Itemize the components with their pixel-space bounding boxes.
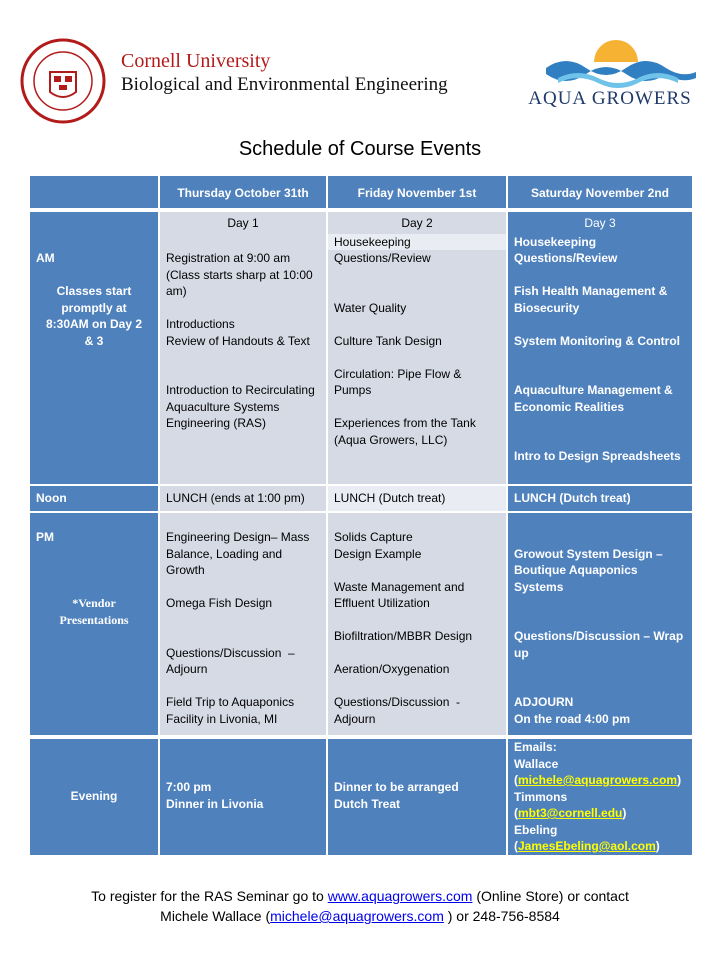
am-day1-line: Review of Handouts & Text [166, 333, 310, 348]
pm-day3-line [514, 678, 686, 695]
contact-email-link[interactable]: michele@aquagrowers.com [270, 908, 444, 924]
header-saturday: Saturday November 2nd [508, 176, 692, 208]
am-day1-cell [160, 234, 326, 484]
contacts-cell: Emails: Wallace (michele@aquagrowers.com) Timmons (mbt3@cornell.edu) Ebeling (JamesEbeling@aol.com) [508, 739, 692, 855]
footer-line-2 [0, 906, 720, 926]
pm-day1-line: Omega Fish Design [166, 596, 273, 610]
pm-day3-line [514, 612, 686, 629]
pm-day3-line: ADJOURN [514, 695, 574, 709]
am-day3-line: Aquaculture Management & Economic Realities [514, 383, 677, 414]
am-day2-line [334, 316, 500, 333]
housekeeping-day2: Housekeeping [328, 234, 506, 250]
footer-register-text: To register for the RAS Seminar go to [91, 888, 328, 904]
pm-day1-line: Engineering Design– Mass Balance, Loading and Growth [166, 530, 313, 577]
noon-label: Noon [30, 486, 158, 511]
pm-day2-line [334, 562, 500, 579]
pm-day3-line [514, 529, 686, 546]
am-day2-line: Experiences from the Tank (Aqua Growers, LLC) [334, 416, 480, 447]
am-day2-line [334, 349, 500, 366]
am-day1-line [166, 300, 320, 317]
aquagrowers-site-link[interactable]: www.aquagrowers.com [327, 888, 473, 904]
pm-day3-cell [508, 513, 692, 735]
housekeeping-day3: Housekeeping [508, 234, 692, 250]
pm-day1-cell [160, 513, 326, 735]
am-label-cell [30, 234, 158, 484]
am-day2-line: Water Quality [334, 300, 407, 315]
am-day2-line [334, 267, 500, 284]
am-day2-cell [328, 250, 506, 484]
contact-name: Ebeling [514, 822, 558, 837]
am-day1-line [166, 366, 320, 383]
am-day2-line: Circulation: Pipe Flow & Pumps [334, 366, 465, 397]
cornell-name: Cornell University [121, 50, 271, 72]
pm-day2-line: Solids Capture [334, 530, 413, 544]
contact-email-link[interactable]: JamesEbeling@aol.com [518, 839, 656, 853]
pm-day3-line [514, 661, 686, 678]
header-thursday: Thursday October 31th [160, 176, 326, 208]
am-day3-line [514, 316, 686, 333]
header [0, 0, 720, 130]
am-day1-line: Introduction to Recirculating Aquaculture Systems Engineering (RAS) [166, 383, 318, 430]
evening-day1-line: 7:00 pm [166, 780, 212, 794]
pm-day2-line: Biofiltration/MBBR Design [334, 629, 473, 643]
evening-day1-line: Dinner in Livonia [166, 796, 264, 811]
contact-name: Timmons [514, 789, 568, 804]
pm-label: PM [36, 530, 54, 544]
contact-name: Wallace [514, 756, 559, 771]
pm-day2-line [334, 678, 500, 695]
cornell-seal-icon [20, 38, 106, 124]
pm-label-cell [30, 513, 158, 735]
pm-day1-line [166, 579, 320, 596]
evening-label: Evening [30, 739, 158, 855]
evening-day2-line: Dinner to be arranged [334, 780, 459, 794]
am-day3-line [514, 349, 686, 366]
am-day3-line [514, 415, 686, 432]
pm-day3-line: Questions/Discussion – Wrap up [514, 629, 687, 660]
footer-online-store-text: (Online Store) or contact [472, 888, 629, 904]
footer-line-1 [0, 886, 720, 906]
pm-day3-line: On the road 4:00 pm [514, 711, 631, 726]
pm-day2-line: Questions/Discussion - Adjourn [334, 695, 463, 726]
footer-phone-text: ) or 248-756-8584 [443, 908, 560, 924]
pm-day3-line: Growout System Design – Boutique Aquaponics Systems [514, 546, 667, 594]
evening-day2-cell [328, 739, 506, 855]
am-day2-line [334, 283, 500, 300]
pm-day2-line: Design Example [334, 546, 422, 561]
pm-day2-line: Waste Management and Effluent Utilization [334, 579, 468, 610]
noon-day1: LUNCH (ends at 1:00 pm) [160, 486, 326, 511]
contact-email-link[interactable]: mbt3@cornell.edu [518, 806, 623, 820]
footer-contact-text: Michele Wallace ( [160, 908, 271, 924]
noon-day3: LUNCH (Dutch treat) [508, 486, 692, 511]
am-note: Classes start promptly at 8:30AM on Day 2 & 3 [45, 284, 146, 348]
am-label: AM [36, 251, 55, 265]
am-day3-line: System Monitoring & Control [514, 333, 680, 348]
pm-day2-cell [328, 513, 506, 735]
pm-day2-line: Aeration/Oxygenation [334, 662, 450, 676]
evening-day2-line: Dutch Treat [334, 796, 401, 811]
am-day3-line [514, 267, 686, 284]
footer [0, 886, 720, 926]
aqua-growers-name: AQUA GROWERS [528, 88, 692, 109]
day-3-label: Day 3 [508, 212, 692, 234]
emails-label: Emails: [514, 740, 557, 754]
am-day2-line [334, 399, 500, 416]
cornell-wordmark [121, 50, 448, 96]
am-day1-line [166, 349, 320, 366]
pm-day1-line [166, 678, 320, 695]
pm-day2-line [334, 612, 500, 629]
am-day1-line: Introductions [166, 317, 235, 331]
am-day3-line: Intro to Design Spreadsheets [514, 449, 681, 463]
header-friday: Friday November 1st [328, 176, 506, 208]
day-corner [30, 212, 158, 234]
am-day3-line [514, 366, 686, 383]
am-day2-line: Questions/Review [334, 251, 431, 265]
evening-day1-cell [160, 739, 326, 855]
noon-day2: LUNCH (Dutch treat) [328, 486, 506, 511]
am-day3-line: Fish Health Management & Biosecurity [514, 284, 671, 315]
pm-day3-line [514, 595, 686, 612]
cornell-department: Biological and Environmental Engineering [121, 74, 448, 95]
am-day3-line: Questions/Review [514, 251, 618, 265]
am-day1-line: Registration at 9:00 am (Class starts sharp at 10:00 am) [166, 251, 317, 298]
pm-day1-line: Questions/Discussion – Adjourn [166, 645, 298, 676]
pm-day1-line [166, 612, 320, 629]
day-1-label: Day 1 [160, 212, 326, 234]
contact-email-link[interactable]: michele@aquagrowers.com [518, 773, 678, 787]
am-day2-line: Culture Tank Design [334, 333, 442, 348]
pm-vendor-note: *Vendor Presentations [59, 596, 129, 627]
header-corner [30, 176, 158, 208]
day-2-label: Day 2 [328, 212, 506, 234]
am-day3-cell [508, 250, 692, 484]
pm-day1-line [166, 628, 320, 645]
pm-day1-line: Field Trip to Aquaponics Facility in Livonia, MI [166, 695, 298, 726]
pm-day2-line [334, 645, 500, 662]
am-day3-line [514, 432, 686, 449]
page-title: Schedule of Course Events [238, 138, 482, 160]
